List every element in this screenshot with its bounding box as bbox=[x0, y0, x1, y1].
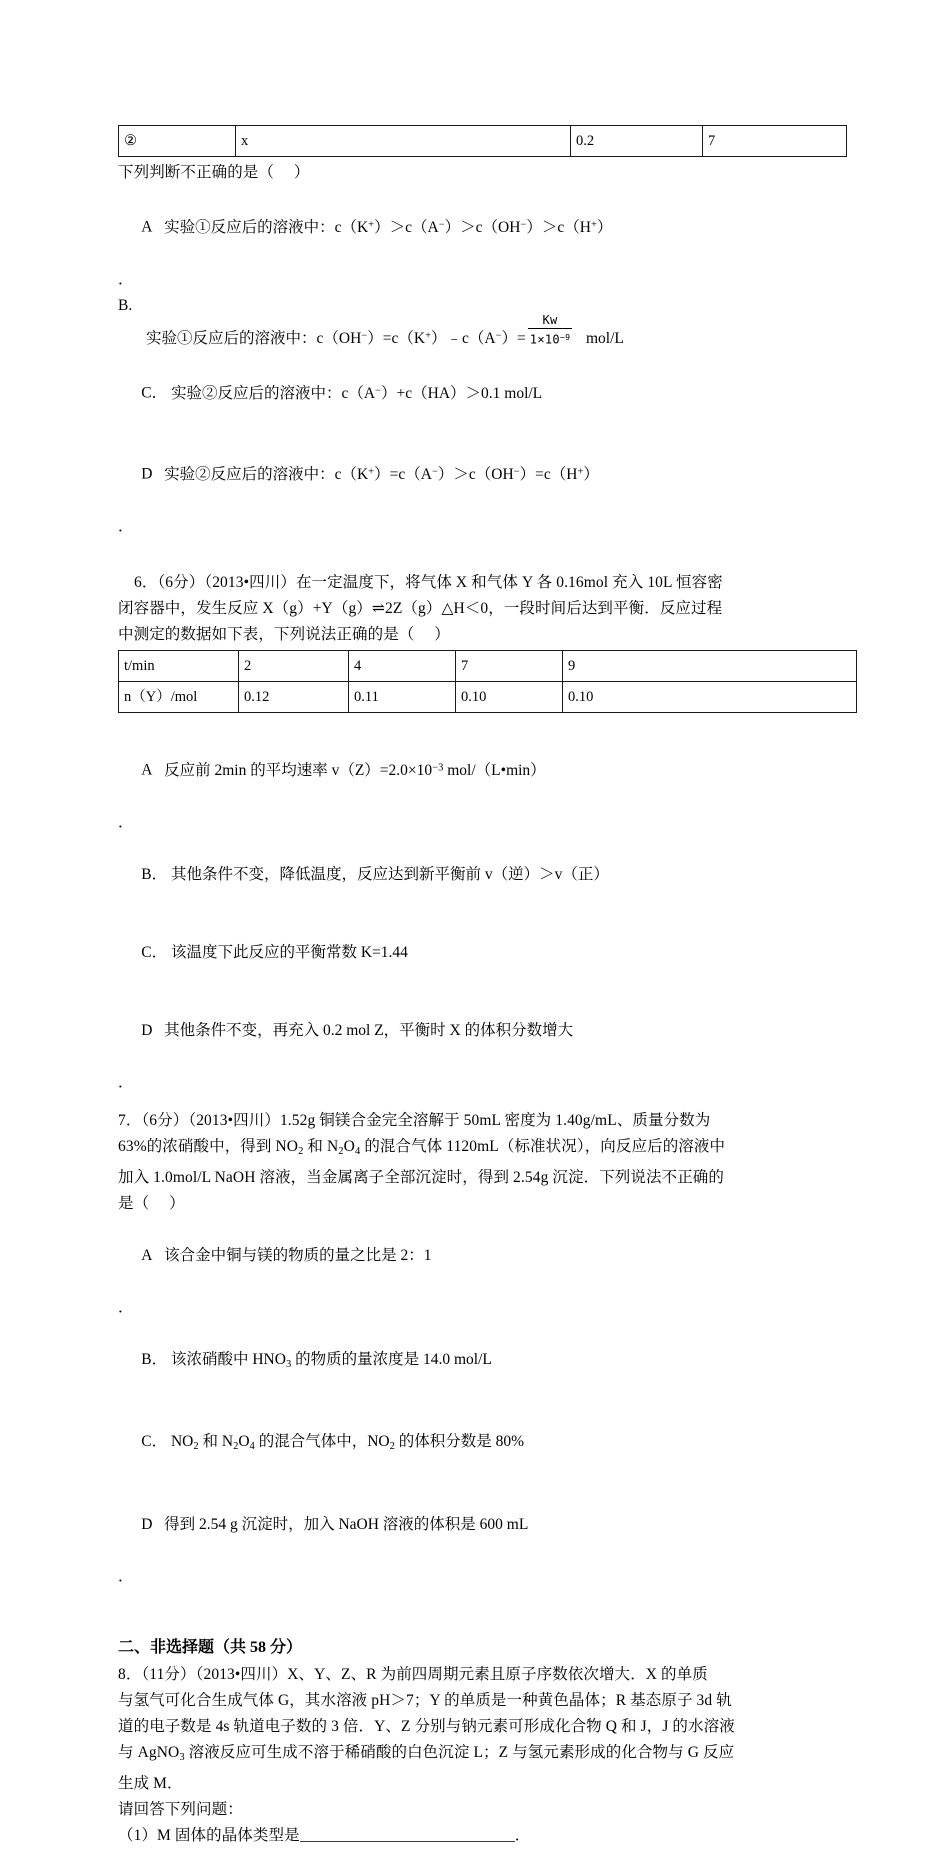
q5-option-c bbox=[118, 352, 808, 433]
q6-option-b-label: B． bbox=[141, 865, 168, 883]
q7-option-d-text: 得到 2.54 g 沉淀时，加入 NaOH 溶液的体积是 600 mL bbox=[164, 1516, 529, 1534]
fraction-denominator: $1\times 10^{-9}$ bbox=[529, 331, 571, 347]
section2-heading: 二、非选择题（共 58 分） bbox=[118, 1639, 303, 1657]
q7-option-d-label: D bbox=[141, 1516, 153, 1534]
table-row bbox=[119, 681, 857, 712]
table-row bbox=[119, 650, 857, 681]
q7-number: 7． bbox=[118, 1111, 142, 1129]
q5-option-b-unit: mol/L bbox=[585, 329, 624, 347]
q5-option-c-label: C． bbox=[141, 385, 168, 403]
data-table-q6 bbox=[118, 650, 857, 713]
q6-option-a-dot: ． bbox=[118, 813, 134, 831]
q6-score: （6分） bbox=[157, 573, 205, 591]
q8-ask: 请回答下列问题： bbox=[118, 1801, 243, 1819]
q7-option-b-label: B． bbox=[141, 1350, 168, 1368]
experiment-table-q5 bbox=[118, 125, 847, 157]
q7-option-d bbox=[118, 1486, 808, 1564]
q8-body-line3: 道的电子数是 4s 轨道电子数的 3 倍．Y、Z 分别与钠元素可形成化合物 Q 和 J，J 的水溶液 bbox=[118, 1718, 735, 1736]
q7-source: （2013•四川） bbox=[188, 1111, 280, 1129]
q6-option-c-label: C． bbox=[141, 943, 168, 961]
q8-sub1 bbox=[118, 1823, 808, 1849]
q5-option-a-label: A bbox=[141, 218, 153, 236]
q6-option-b bbox=[118, 836, 808, 914]
cell-ny-3: 0.10 bbox=[456, 681, 563, 712]
cell-acid: x bbox=[236, 126, 571, 157]
q6-body-line2: 闭容器中，发生反应 X（g）+Y（g）⇌2Z（g）△H＜0，一段时间后达到平衡．反应过程 bbox=[118, 599, 723, 617]
q5-option-a-dot: ． bbox=[118, 270, 134, 288]
q7-option-c-text: $NO_2$ 和 $N_2O_4$ 的混合气体中，$NO_2$ 的体积分数是 80% bbox=[170, 1433, 525, 1453]
q5-option-b bbox=[118, 293, 808, 353]
cell-ph: 7 bbox=[703, 126, 847, 157]
cell-t-3: 7 bbox=[456, 650, 563, 681]
cell-experiment: ② bbox=[119, 126, 236, 157]
q5-option-b-text: 实验①反应后的溶液中：c（OH−）=c（K+）﹣c（A−）= $\frac{Kw}{1\times 10^{-9}}$ mol/L bbox=[146, 312, 624, 347]
q8-body-line4: 与 AgNO$_3$ 溶液反应可生成不溶于稀硝酸的白色沉淀 L；Z 与氢元素形成的化合物与 G 反应 bbox=[118, 1744, 735, 1764]
q7-body-line1: 7．（6分）（2013•四川）1.52g 铜镁合金完全溶解于 50mL 密度为 1.40g/mL、质量分数为 bbox=[118, 1111, 711, 1129]
q5-prompt: 下列判断不正确的是（ ） bbox=[118, 164, 310, 181]
q5-option-a-text: 实验①反应后的溶液中：c（K+）＞c（A−）＞c（OH−）＞c（H+） bbox=[164, 218, 613, 236]
q7-body-line3: 加入 1.0mol/L NaOH 溶液，当金属离子全部沉淀时，得到 2.54g 沉淀．下列说法不正确的 bbox=[118, 1168, 724, 1186]
q7-option-b bbox=[118, 1321, 808, 1404]
table-row bbox=[119, 126, 847, 157]
q6-option-a-text: 反应前 2min 的平均速率 $v(Z)=2.0\times 10^{-3}$ mol/（L•min） bbox=[164, 761, 546, 779]
document-content bbox=[118, 0, 808, 1849]
q8-body-line2: 与氢气可化合生成气体 G，其水溶液 pH＞7；Y 的单质是一种黄色晶体；R 基态原子 3d 轨 bbox=[118, 1692, 732, 1710]
q7-body-line4: 是（ ） bbox=[118, 1194, 185, 1212]
cell-t-header: t/min bbox=[119, 650, 239, 681]
q6-source: （2013•四川） bbox=[204, 573, 296, 591]
answer-blank-1[interactable] bbox=[300, 1826, 515, 1842]
q7-option-a-dot: ． bbox=[118, 1298, 134, 1316]
q6-option-d-text: 其他条件不变，再充入 0.2 mol Z，平衡时 X 的体积分数增大 bbox=[164, 1021, 574, 1039]
q6-body-line1: 6．（6分）（2013•四川）在一定温度下，将气体 X 和气体 Y 各 0.16mol 充入 10L 恒容密 bbox=[134, 573, 723, 591]
q7-option-a bbox=[118, 1217, 808, 1295]
cell-t-4: 9 bbox=[563, 650, 857, 681]
q6-body-line3: 中测定的数据如下表，下列说法正确的是（ ） bbox=[118, 625, 450, 643]
q7-option-a-label: A bbox=[141, 1246, 153, 1264]
q7-option-b-text: 该浓硝酸中 $HNO_3$ 的物质的量浓度是 14.0 mol/L bbox=[170, 1350, 492, 1370]
cell-ny-1: 0.12 bbox=[239, 681, 349, 712]
kw-fraction bbox=[528, 313, 573, 347]
q6-option-d bbox=[118, 992, 808, 1070]
top-spacer bbox=[118, 0, 808, 125]
cell-ny-header: n（Y）/mol bbox=[119, 681, 239, 712]
gap-q5-q6 bbox=[118, 540, 808, 570]
q6-option-c bbox=[118, 914, 808, 992]
q5-option-b-label: B. bbox=[118, 296, 133, 314]
q8-source: （2013•四川） bbox=[195, 1666, 288, 1684]
q6-option-a bbox=[118, 729, 808, 810]
q6-option-d-dot: ． bbox=[118, 1073, 134, 1091]
q8-body-line1: 8．（11分）（2013•四川）X、Y、Z、R 为前四周期元素且原子序数依次增大．X 的单质 bbox=[118, 1666, 708, 1684]
q7-option-a-text: 该合金中铜与镁的物质的量之比是 2：1 bbox=[164, 1246, 432, 1264]
q8-body-line5: 生成 M． bbox=[118, 1775, 183, 1793]
q6-number: 6． bbox=[134, 573, 158, 591]
gap-q6-q7 bbox=[118, 1096, 808, 1108]
q7-body-line2: 63%的浓硝酸中，得到 $NO_2$ 和 $N_2O_4$ 的混合气体 1120mL（标准状况），向反应后的溶液中 bbox=[118, 1137, 726, 1157]
q5-option-d-dot: ． bbox=[118, 517, 134, 535]
gap-q6-table-options bbox=[118, 713, 808, 729]
q6-option-a-label: A bbox=[141, 761, 153, 779]
q6-option-d-label: D bbox=[141, 1021, 153, 1039]
q6-option-b-text: 其他条件不变，降低温度，反应达到新平衡前 v（逆）＞v（正） bbox=[170, 865, 609, 883]
q6-option-c-text: 该温度下此反应的平衡常数 K=1.44 bbox=[170, 943, 408, 961]
q8-sub1-tail: ． bbox=[514, 1827, 531, 1845]
q5-option-c-text: 实验②反应后的溶液中：c（A−）+c（HA）＞0.1 mol/L bbox=[170, 385, 543, 403]
q8-sub1-text: （1）M 固体的晶体类型是 bbox=[118, 1827, 300, 1845]
fraction-numerator: Kw bbox=[528, 313, 573, 329]
q5-option-d bbox=[118, 433, 808, 514]
q8-number: 8． bbox=[118, 1666, 142, 1684]
cell-ny-2: 0.11 bbox=[349, 681, 456, 712]
cell-t-1: 2 bbox=[239, 650, 349, 681]
q7-option-d-dot: ． bbox=[118, 1568, 134, 1586]
q7-option-c-label: C． bbox=[141, 1433, 168, 1451]
q7-score: （6分） bbox=[141, 1111, 189, 1129]
q5-option-a bbox=[118, 186, 808, 267]
cell-t-2: 4 bbox=[349, 650, 456, 681]
cell-ny-4: 0.10 bbox=[563, 681, 857, 712]
cell-base: 0.2 bbox=[571, 126, 703, 157]
q5-option-d-text: 实验②反应后的溶液中：c（K+）=c（A−）＞c（OH−）=c（H+） bbox=[164, 465, 599, 483]
q8-score: （11分） bbox=[141, 1666, 196, 1684]
q5-option-d-label: D bbox=[141, 465, 153, 483]
gap-q7-section2 bbox=[118, 1590, 808, 1634]
q7-option-c bbox=[118, 1403, 808, 1486]
